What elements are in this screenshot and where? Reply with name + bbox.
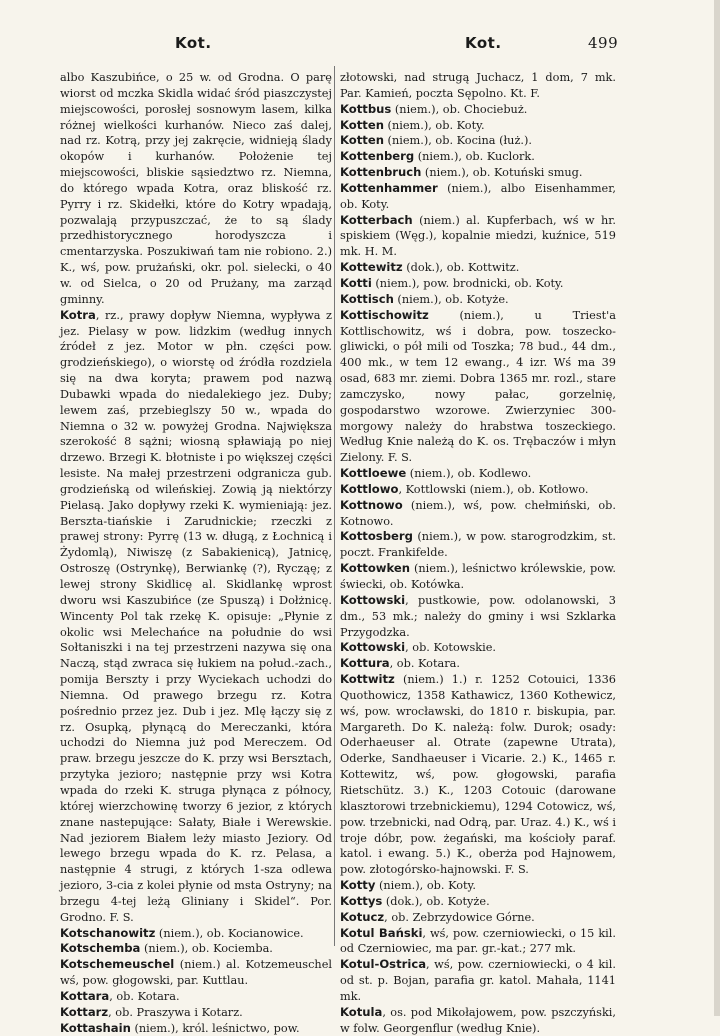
- dictionary-entry: [60, 926, 332, 942]
- entry-headword: Kottenbruch: [340, 165, 422, 180]
- dictionary-entry: [60, 989, 332, 1005]
- dictionary-entry: [340, 165, 616, 181]
- entry-headword: Kotten: [340, 117, 384, 132]
- dictionary-entry: [340, 133, 616, 149]
- entry-text: (niem.) al. Kupferbach, wś w hr. spiskiem (Węg.), kopalnie miedzi, kuźnice, 519 mk. H. M.: [340, 213, 616, 259]
- entry-headword: Kottewitz: [340, 260, 403, 275]
- entry-headword: Kottowski: [340, 640, 406, 655]
- entry-text: , ob. Praszywa i Kotarz.: [108, 1005, 243, 1019]
- entry-text: (niem.), pow. brodnicki, ob. Koty.: [371, 276, 564, 290]
- entry-headword: Kotten: [340, 133, 384, 148]
- entry-text: (dok.), ob. Kotyże.: [382, 894, 490, 908]
- entry-headword: Kottischowitz: [340, 307, 429, 322]
- dictionary-entry: [340, 926, 616, 958]
- dictionary-entry: [340, 878, 616, 894]
- entry-headword: Kottowski: [340, 592, 406, 607]
- entry-headword: Kotterbach: [340, 212, 413, 227]
- entry-headword: Kotschanowitz: [60, 925, 156, 940]
- entry-text: (niem.), ob. Kotuński smug.: [421, 166, 583, 180]
- dictionary-entry: [340, 70, 616, 102]
- entry-headword: Kottys: [340, 893, 383, 908]
- entry-headword: Kotucz: [340, 909, 385, 924]
- entry-headword: Kottara: [60, 988, 110, 1003]
- right-column: [340, 70, 616, 1036]
- dictionary-entry: [340, 894, 616, 910]
- entry-text: , Kottlowski (niem.), ob. Kotłowo.: [398, 482, 589, 496]
- entry-text: , ob. Kotara.: [109, 989, 180, 1003]
- entry-headword: Kottloewe: [340, 466, 407, 481]
- page-number: 499: [588, 34, 619, 52]
- entry-text: , ob. Kotara.: [389, 657, 460, 671]
- dictionary-entry: [340, 672, 616, 878]
- entry-headword: Kotra: [60, 307, 96, 322]
- dictionary-entry: [60, 957, 332, 989]
- dictionary-entry: [340, 260, 616, 276]
- dictionary-entry: [340, 561, 616, 593]
- entry-text: , wś, pow. czerniowiecki, o 15 kil. od Czerniowiec, ma par. gr.-kat.; 277 mk.: [340, 926, 616, 956]
- entry-headword: Kotti: [340, 275, 372, 290]
- entry-headword: Kottlowo: [340, 481, 399, 496]
- entry-text: (niem.), król. leśnictwo, pow.: [130, 1021, 300, 1035]
- entry-text: , ob. Kotowskie.: [405, 641, 496, 655]
- entry-headword: Kotul-Ostrica: [340, 957, 427, 972]
- entry-headword: Kottisch: [340, 291, 394, 306]
- entry-text: (niem.), ob. Kociemba.: [140, 942, 273, 956]
- dictionary-entry: [340, 910, 616, 926]
- dictionary-entry: [60, 308, 332, 926]
- dictionary-entry: [340, 482, 616, 498]
- entry-text: (niem.), u Triest'a Kottlischowitz, wś i dobra, pow. toszecko-gliwicki, o pół mili od Toszka; 78 bud., 44 dm., 400 mk., w tem 12 ewang., 4 izr. Wś ma 39 osad, 683 mr. ziemi. Dobra 1365 mr. rozl., stare zamczysko, nowy pałac, gorzelnię, gospodarstwo wzorowe. Zwierzyniec 300-morgowy należy do hrabstwa toszeckiego. Według Knie należą do K. os. Trębaczów i młyn Zielony. F. S.: [340, 308, 616, 465]
- running-head-left: Kot.: [175, 34, 212, 52]
- dictionary-entry: [340, 276, 616, 292]
- dictionary-entry: [340, 118, 616, 134]
- entry-text: (dok.), ob. Kottwitz.: [402, 261, 520, 275]
- dictionary-entry: [340, 498, 616, 530]
- entry-text: , os. pod Mikołajowem, pow. pszczyński, w folw. Georgenflur (według Knie).: [340, 1005, 616, 1035]
- dictionary-entry: [340, 957, 616, 1005]
- entry-text: złotowski, nad strugą Juchacz, 1 dom, 7 mk. Par. Kamień, poczta Sępolno. Kt. F.: [340, 71, 616, 100]
- dictionary-entry: [340, 181, 616, 213]
- entry-text: (niem.), ob. Kuclork.: [414, 150, 535, 164]
- dictionary-entry: [340, 640, 616, 656]
- entry-headword: Kottenhammer: [340, 180, 438, 195]
- dictionary-entry: [60, 70, 332, 308]
- entry-headword: Kottarz: [60, 1004, 109, 1019]
- entry-headword: Kottosberg: [340, 529, 413, 544]
- entry-headword: Kotula: [340, 1004, 383, 1019]
- dictionary-entry: [340, 213, 616, 261]
- entry-text: (niem.), w pow. starogrodzkim, st. poczt. Frankifelde.: [340, 530, 616, 560]
- dictionary-entry: [60, 1021, 332, 1036]
- column-divider: [334, 66, 335, 946]
- entry-text: (niem.) 1.) r. 1252 Cotouici, 1336 Quothowicz, 1358 Kathawicz, 1360 Kothewicz, wś, pow. wrocławski, do 1810 r. biskupia, par. Margareth. Do K. należą: folw. Durok; osady: Oderhaeuser al. Otrate (zapewne Utrata), Oderke, Sandhaeuser i Vicarie. 2.) K., 1465 r. Kottewitz, wś, pow. głogowski, parafia Rietschütz. 3.) K., 1203 Cotouic (darowane klasztorowi trzebnickiemu), 1294 Cotowicz, wś, pow. trzebnicki, nad Odrą, par. Uraz. 4.) K., wś i troje dóbr, pow. żegański, ma kościoły paraf. katol. i ewang. 5.) K., oberża pod Hajnowem, pow. złotogórsko-hajnowski. F. S.: [340, 673, 616, 877]
- entry-text: (niem.), ob. Koty.: [375, 879, 477, 893]
- entry-headword: Kottnowo: [340, 497, 403, 512]
- dictionary-entry: [340, 292, 616, 308]
- entry-text: , wś, pow. czerniowiecki, o 4 kil. od st. p. Bojan, parafia gr. katol. Mahała, 1141 mk.: [340, 958, 616, 1003]
- entry-headword: Kottenberg: [340, 149, 415, 164]
- entry-text: (niem.), ob. Koty.: [383, 118, 485, 132]
- entry-headword: Kottbus: [340, 101, 392, 116]
- entry-text: (niem.), ob. Chociebuż.: [391, 102, 528, 116]
- entry-text: , rz., prawy dopływ Niemna, wypływa z jez. Pielasy w pow. lidzkim (według innych źródeł z jez. Motor w płn. części pow. grodzieńskiego), o wiorstę od źródła rozdziela się na dwa koryta; prawem pod nazwą Dubawki wpada do niedalekiego jez. Duby; lewem zaś, przebieglszy 50 w., wpada do Niemna o 32 w. powyżej Grodna. Największa szerokość 8 sążni; wiosną spławiają po niej drzewo. Brzegi K. błotniste i po większej części lesiste. Na małej przestrzeni odgranicza gub. grodzieńską od wileńskiej. Zowią ją niektórzy Pielasą. Jako dopływy rzeki K. wymieniają: jez. Berszta-tiańskie i Zarudnickie; rzeczki z prawej strony: Pyrrę (13 w. długą, z Łochnicą i Żydomlą), Niwiszę (z Sabakienicą), Jatnicę, Ostroszę (Ostrynkę), Berwiankę (?), Rycząę; z lewej strony Skidlicę al. Skidlankę wprost dworu wsi Kaszubińce (ze Spuszą) i Dołżnicę. Wincenty Pol tak rzekę K. opisuje: „Płynie z okolic wsi Melechańce na południe do wsi Sołtaniszki i na tej przestrzeni nazywa się ona Naczą, stąd zwraca się łukiem na połud.-zach., pomija Berszty i przy Wyciekach uchodzi do Niemna. Od prawego brzegu rz. Kotra pośrednio przez jez. Dub i jez. Mlę łączy się z rz. Osupką, płynącą do Mereczanki, która uchodzi do Niemna już pod Mereczem. Od praw. brzegu jeszcze do K. przy wsi Bersztach, przytyka jezioro; następnie przy wsi Kotra wpada do rzeki K. struga płynąca z północy, której wierzchowinę tworzy 6 jezior, z których znane nastepujące: Sałaty, Białe i Werewskie. Nad jeziorem Białem leży miasto Jeziory. Od lewego brzegu wpada do K. rz. Pelasa, a następnie 4 strugi, z których 1-sza odlewa jezioro, 3-cia z kolei płynie od msta Ostryny; na brzegu 4-tej leżą Gliniany i Skidel“. Por. Grodno. F. S.: [60, 308, 332, 924]
- dictionary-entry: [340, 308, 616, 466]
- entry-text: (niem.), ob. Kotyże.: [393, 292, 509, 306]
- dictionary-entry: [340, 466, 616, 482]
- entry-text: (niem.), ob. Kocina (łuż.).: [383, 134, 532, 148]
- left-column: [60, 70, 332, 1036]
- entry-text: , pustkowie, pow. odolanowski, 3 dm., 53 mk.; należy do gminy i wsi Szklarka Przygodzka.: [340, 593, 616, 639]
- entry-text: albo Kaszubińce, o 25 w. od Grodna. O parę wiorst od mczka Skidla widać śród piaszczystej miejscowości, porosłej sosnowym lasem, kilka różnej wielkości kurhanów. Nieco zaś dalej, nad rz. Kotrą, przy jej zakręcie, widnieją ślady okopów i kurhanów. Położenie tej miejscowości, bliskie sąsiedztwo rz. Niemna, do którego wpada Kotra, oraz bliskość rz. Pyrry i rz. Skidełki, które do Kotry wpadają, pozwalają przypuszczać, że to są ślady przedhistorycznego horodyszcza i cmentarzyska. Poszukiwań tam nie robiono. 2.) K., wś, pow. prużański, okr. pol. sielecki, o 40 w. od Sielca, o 20 od Prużany, ma zarząd gminny.: [60, 71, 332, 306]
- entry-headword: Kotschemba: [60, 941, 141, 956]
- dictionary-entry: [340, 593, 616, 641]
- entry-headword: Kottashain: [60, 1020, 131, 1035]
- entry-headword: Kottwitz: [340, 672, 395, 687]
- dictionary-entry: [60, 941, 332, 957]
- dictionary-entry: [340, 102, 616, 118]
- entry-text: (niem.), ob. Kocianowice.: [155, 926, 304, 940]
- entry-text: (niem.), wś, pow. chełmiński, ob. Kotnowo.: [340, 498, 616, 528]
- dictionary-entry: [340, 529, 616, 561]
- entry-text: (niem.) al. Kotzemeuschel wś, pow. głogowski, par. Kuttlau.: [60, 958, 332, 988]
- entry-text: (niem.), albo Eisenhammer, ob. Koty.: [340, 181, 616, 211]
- entry-text: (niem.), leśnictwo królewskie, pow. świecki, ob. Kotówka.: [340, 562, 616, 591]
- entry-text: , ob. Zebrzydowice Górne.: [384, 910, 535, 924]
- dictionary-entry: [340, 1005, 616, 1036]
- entry-headword: Kotty: [340, 878, 376, 893]
- entry-headword: Kottura: [340, 656, 390, 671]
- entry-headword: Kotschemeuschel: [60, 957, 175, 972]
- entry-headword: Kotul Bański: [340, 925, 423, 940]
- page-edge: [714, 0, 720, 1016]
- running-head-center: Kot.: [465, 34, 502, 52]
- dictionary-entry: [340, 656, 616, 672]
- dictionary-entry: [340, 149, 616, 165]
- dictionary-entry: [60, 1005, 332, 1021]
- entry-headword: Kottowken: [340, 561, 411, 576]
- entry-text: (niem.), ob. Kodlewo.: [406, 467, 532, 481]
